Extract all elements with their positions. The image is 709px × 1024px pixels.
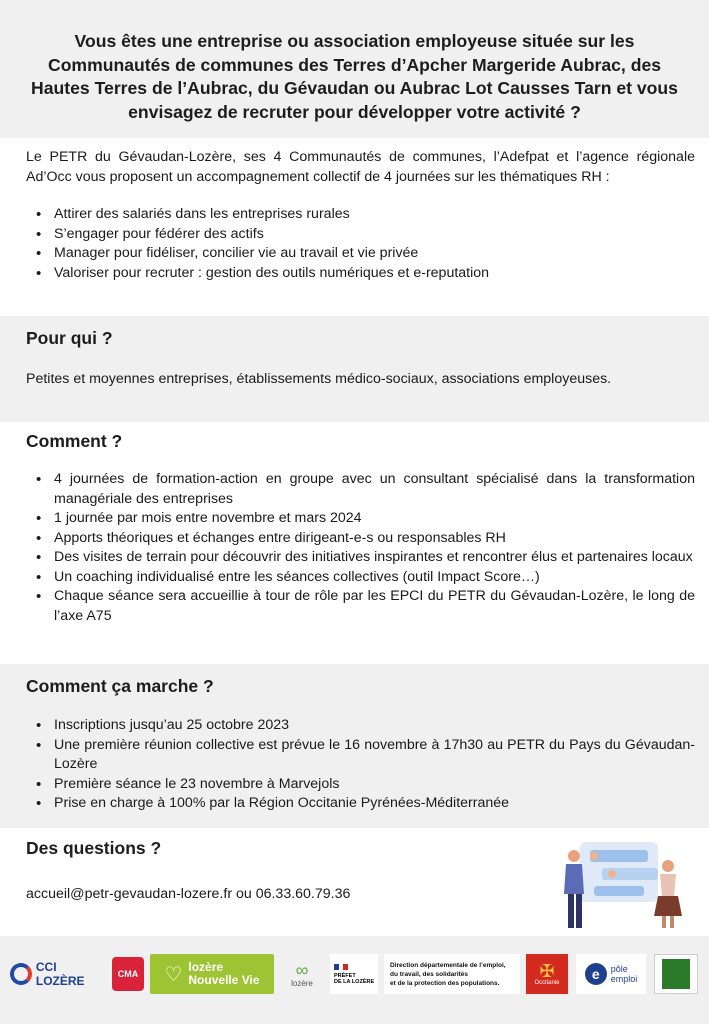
pour-qui-text: Petites et moyennes entreprises, établissements médico-sociaux, associations employeuses. — [26, 371, 612, 387]
intro-section — [0, 148, 709, 310]
list-item: • Valoriser pour recruter : gestion des outils numériques et e-reputation — [26, 264, 695, 284]
header-band — [0, 0, 709, 138]
people-illustration — [550, 836, 700, 932]
pole-emploi-logo: e pôle emploi — [576, 954, 646, 994]
list-item: • Attirer des salariés dans les entreprises rurales — [26, 205, 695, 225]
cma-logo: CMA — [110, 954, 146, 994]
page-title: Vous êtes une entreprise ou association employeuse située sur les Communautés de communes des Terres d’Apcher Margeride Aubrac, des Hautes Terres de l’Aubrac, du Gévaudan ou Aubrac Lot Causses Tarn et vous envisagez de recruter pour développer votre activité ? — [31, 31, 678, 122]
ddets-logo: Direction départementale de l’emploi, du travail, des solidarités et de la protection des populations. — [384, 954, 520, 994]
partner-logos — [0, 936, 709, 1024]
pour-qui-body — [0, 362, 709, 422]
list-item: • 4 journées de formation-action en groupe avec un consultant spécialisé dans la transformation managériale des entreprises — [26, 470, 695, 509]
list-item: • Première séance le 23 novembre à Marvejols — [26, 775, 695, 795]
list-item: • Une première réunion collective est prévue le 16 novembre à 17h30 au PETR du Pays du Gévaudan-Lozère — [26, 736, 695, 775]
comment-marche-list — [26, 712, 695, 814]
list-item: • 1 journée par mois entre novembre et mars 2024 — [26, 509, 695, 529]
list-item: • Des visites de terrain pour découvrir des initiatives inspirantes et rencontrer élus et partenaires locaux — [26, 548, 695, 568]
prefet-logo: PRÉFET DE LA LOZÈRE — [330, 954, 378, 994]
intro-text: Le PETR du Gévaudan-Lozère, ses 4 Communautés de communes, l’Adefpat et l’agence régionale Ad’Occ vous proposent un accompagnement collectif de 4 journées sur les thématiques RH : — [26, 149, 695, 185]
cci-logo: CCI LOZÈRE — [10, 954, 108, 994]
section-heading: Pour qui ? — [26, 328, 113, 348]
pour-qui-header — [0, 316, 709, 362]
list-item: • Prise en charge à 100% par la Région Occitanie Pyrénées-Méditerranée — [26, 794, 695, 814]
lozere-nouvelle-vie-logo: ♡ lozère Nouvelle Vie — [150, 954, 274, 994]
comment-marche-body — [0, 712, 709, 828]
comment-marche-header — [0, 664, 709, 712]
intro-list — [26, 205, 695, 283]
list-item: • Apports théoriques et échanges entre dirigeant-e-s ou responsables RH — [26, 529, 695, 549]
list-item: • Un coaching individualisé entre les séances collectives (outil Impact Score…) — [26, 568, 695, 588]
section-heading: Comment ? — [26, 431, 123, 451]
comment-list — [26, 462, 695, 626]
contact-info[interactable]: accueil@petr-gevaudan-lozere.fr ou 06.33.60.79.36 — [26, 886, 351, 902]
list-item: • S’engager pour fédérer des actifs — [26, 225, 695, 245]
list-item: • Manager pour fidéliser, concilier vie au travail et vie privée — [26, 244, 695, 264]
list-item: • Inscriptions jusqu’au 25 octobre 2023 — [26, 716, 695, 736]
section-heading: Des questions ? — [26, 838, 162, 858]
section-heading: Comment ça marche ? — [26, 676, 214, 696]
list-item: • Chaque séance sera accueillie à tour de rôle par les EPCI du PETR du Gévaudan-Lozère, le long de l’axe A75 — [26, 587, 695, 626]
lozere-logo: ∞ lozère — [291, 959, 313, 988]
comment-body — [0, 462, 709, 662]
leader-logo — [654, 954, 698, 994]
occitanie-logo: ✠ Occitanie — [526, 954, 568, 994]
comment-header — [0, 424, 709, 462]
